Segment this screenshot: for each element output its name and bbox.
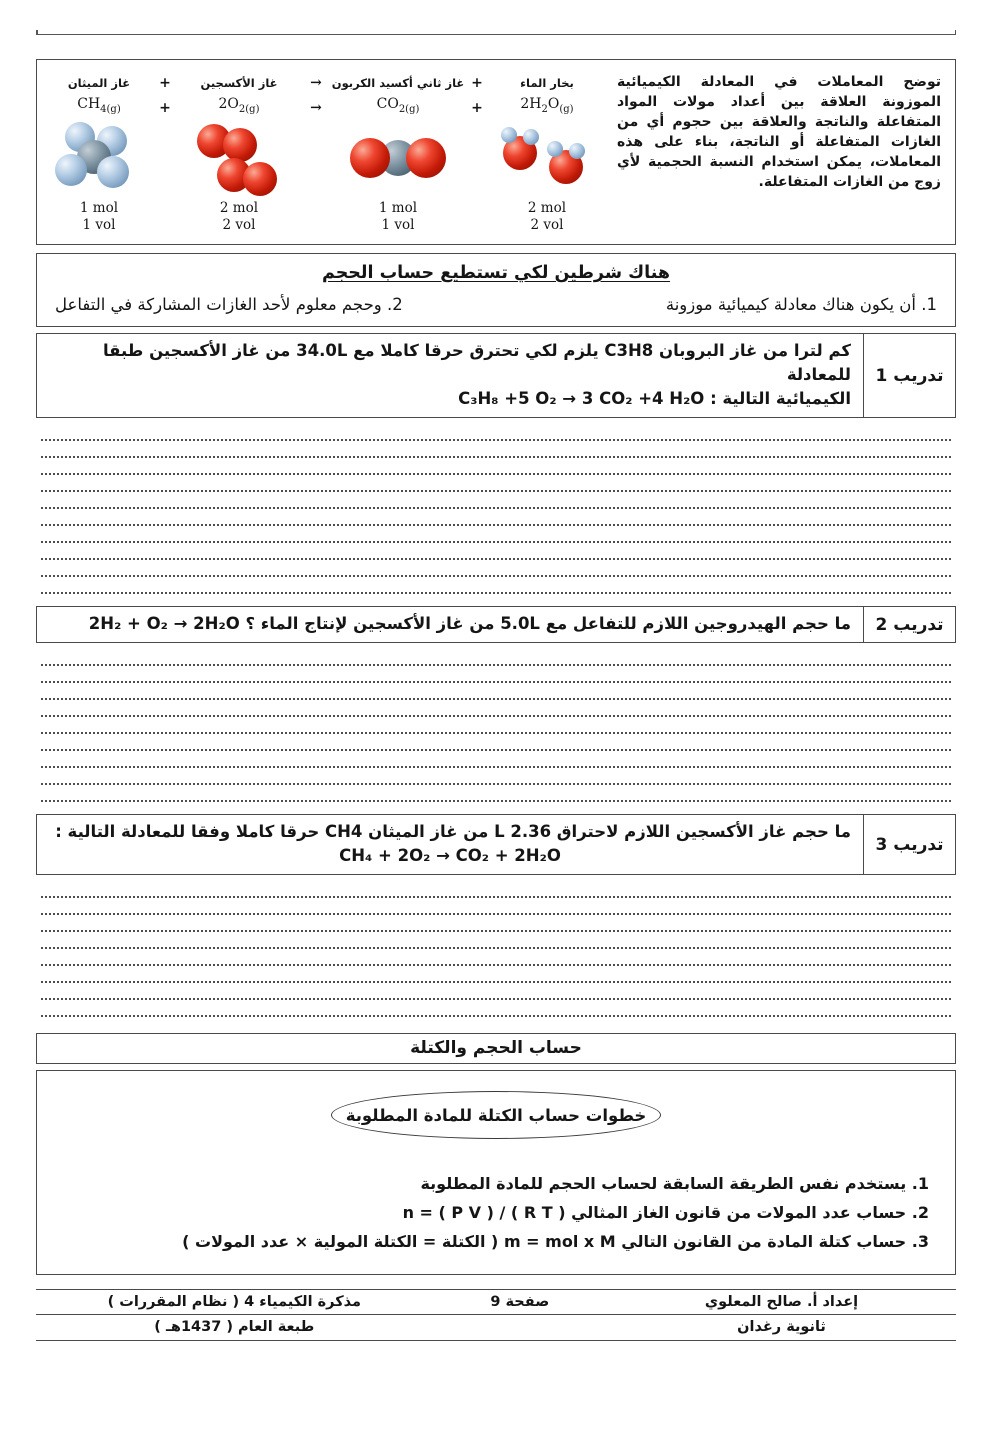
answer-dotted-line [41, 577, 951, 594]
mass-formula: m = mol x M [503, 1232, 616, 1251]
answer-dotted-line [41, 683, 951, 700]
exercise-2-box [36, 606, 956, 643]
condition-1: 1. أن يكون هناك معادلة كيميائية موزونة [665, 295, 937, 314]
methane-molecule-model [51, 122, 147, 196]
oxygen-name: غاز الأكسجين [200, 76, 278, 90]
footer-school: ثانوية رغدان [737, 1319, 826, 1335]
water-vol-count: 2 vol [530, 217, 564, 233]
ideal-gas-formula: n = ( P V ) / ( R T ) [402, 1203, 566, 1222]
exercise-2-equation: 2H₂ + O₂ → 2H₂O [88, 614, 240, 633]
exercise-1-question [37, 334, 863, 417]
co2-name: غاز ثاني أكسيد الكربون [331, 76, 465, 90]
condition-2: 2. وحجم معلوم لأحد الغازات المشاركة في التفاعل [55, 295, 403, 314]
reaction-diagram-box [36, 59, 956, 245]
exercise-1-answer-area [36, 418, 956, 600]
atom-sphere [223, 128, 257, 162]
answer-dotted-line [41, 717, 951, 734]
oxygen-mol-count: 2 mol [219, 200, 259, 216]
exercise-3-question [37, 815, 863, 874]
exercise-1-label: تدريب 1 [863, 334, 955, 417]
footer-author-block [607, 1290, 956, 1340]
answer-dotted-line [41, 966, 951, 983]
answer-dotted-line [41, 441, 951, 458]
water-mol-count: 2 mol [527, 200, 567, 216]
steps-oval-title: خطوات حساب الكتلة للمادة المطلوبة [331, 1091, 661, 1139]
plus-operator: + + [159, 75, 171, 116]
answer-dotted-line [41, 1000, 951, 1017]
footer-page-number-block [433, 1290, 607, 1340]
conditions-items [51, 295, 941, 314]
water-molecule-model [497, 122, 597, 196]
footer-edition: طبعة العام ( 1437هـ ) [154, 1319, 315, 1335]
step-2: 2. حساب عدد المولات من قانون الغاز المثالي n = ( P V ) / ( R T ) [63, 1198, 929, 1227]
exercise-3-box [36, 814, 956, 875]
answer-dotted-line [41, 666, 951, 683]
product-water-column [491, 70, 603, 234]
step-1: 1. يستخدم نفس الطريقة السابقة لحساب الحجم للمادة المطلوبة [420, 1174, 929, 1193]
mass-steps-box [36, 1070, 956, 1275]
exercise-1-box [36, 333, 956, 418]
oxygen-vol-count: 2 vol [222, 217, 256, 233]
answer-dotted-line [41, 881, 951, 898]
methane-formula: $CH_{4(g)}$ [77, 96, 121, 115]
conditions-box [36, 253, 956, 327]
intro-paragraph: توضح المعاملات في المعادلة الكيميائية الموزونة العلاقة بين أعداد مولات المواد المتفاعلة والناتجة والعلاقة بين حجوم أي من الغازات المتفاعلة أو الناتجة، بناء على هذه المعاملات، يمكن استخدام النسبة الحجمية لأي زوج من الغازات المتفاعلة. [617, 74, 941, 190]
exercise-2-question-line-1: ما حجم الهيدروجين اللازم للتفاعل مع 5.0L من غاز الأكسجين لإنتاج الماء ؟ 2H₂ + O₂ → 2H₂O [49, 612, 851, 636]
page-number: صفحة 9 [433, 1290, 607, 1315]
atom-sphere [569, 143, 585, 159]
atom-sphere [547, 141, 563, 157]
answer-dotted-line [41, 734, 951, 751]
oxygen-molecule-model [191, 122, 287, 196]
co2-formula: $CO_{2(g)}$ [376, 96, 420, 115]
step-3: 3. حساب كتلة المادة من القانون التالي m = mol x M ( الكتلة = الكتلة المولية × عدد المولات ) [63, 1227, 929, 1256]
co2-mol-count: 1 mol [378, 200, 418, 216]
methane-name: غاز الميثان [67, 76, 131, 90]
atom-sphere [97, 156, 129, 188]
section-title-volume-mass: حساب الحجم والكتلة [36, 1033, 956, 1064]
footer-booklet-block [36, 1290, 433, 1340]
steps-list [63, 1169, 929, 1256]
footer-author: إعداد أ. صالح المعلوي [607, 1290, 956, 1315]
exercise-2-question [37, 607, 863, 642]
answer-dotted-line [41, 768, 951, 785]
methane-vol-count: 1 vol [82, 217, 116, 233]
answer-dotted-line [41, 560, 951, 577]
answer-dotted-line [41, 785, 951, 802]
answer-dotted-line [41, 543, 951, 560]
atom-sphere [523, 129, 539, 145]
methane-mol-count: 1 mol [79, 200, 119, 216]
reactant-methane-column [47, 70, 151, 234]
answer-dotted-line [41, 932, 951, 949]
water-formula: $2H_2O_{(g)}$ [520, 96, 574, 115]
exercise-1-question-line-1: كم لترا من غاز البروبان C3H8 يلزم لكي تحترق حرقا كاملا مع 34.0L من غاز الأكسجين طبقا للمعادلة [102, 341, 851, 384]
exercise-3-answer-area [36, 875, 956, 1023]
answer-dotted-line [41, 751, 951, 768]
answer-dotted-line [41, 915, 951, 932]
reaction-equation-diagram [47, 70, 615, 238]
plus-operator: + + [471, 75, 483, 116]
atom-sphere [406, 138, 446, 178]
answer-dotted-line [41, 949, 951, 966]
exercise-1-question-line-2: الكيميائية التالية : C₃H₈ +5 O₂ → 3 CO₂ +4 H₂O [49, 387, 851, 411]
co2-molecule-model [348, 122, 448, 196]
answer-dotted-line [41, 424, 951, 441]
exercise-3-question-line-2 [49, 844, 851, 868]
reactant-oxygen-column [179, 70, 299, 234]
exercise-1-equation: C₃H₈ +5 O₂ → 3 CO₂ +4 H₂O [458, 389, 705, 408]
atom-sphere [350, 138, 390, 178]
answer-dotted-line [41, 983, 951, 1000]
exercise-3-question-line-1: ما حجم غاز الأكسجين اللازم لاحتراق 2.36 L من غاز الميثان CH4 حرقا كاملا وفقا للمعادلة التالية : [55, 822, 851, 841]
reaction-arrow: → → [310, 75, 322, 116]
exercise-3-label: تدريب 3 [863, 815, 955, 874]
exercise-2-answer-area [36, 643, 956, 808]
answer-dotted-line [41, 700, 951, 717]
exercise-3-equation: CH₄ + 2O₂ → CO₂ + 2H₂O [339, 846, 561, 865]
water-name: بخار الماء [520, 76, 574, 90]
answer-dotted-line [41, 475, 951, 492]
top-rule [36, 34, 956, 35]
exercise-2-label: تدريب 2 [863, 607, 955, 642]
answer-dotted-line [41, 898, 951, 915]
co2-vol-count: 1 vol [381, 217, 415, 233]
page-footer [36, 1289, 956, 1341]
product-co2-column [333, 70, 463, 234]
answer-dotted-line [41, 509, 951, 526]
atom-sphere [501, 127, 517, 143]
answer-dotted-line [41, 649, 951, 666]
worksheet-page [0, 34, 992, 1341]
oxygen-formula: $2O_{2(g)}$ [218, 96, 260, 115]
atom-sphere [243, 162, 277, 196]
footer-booklet-title: مذكرة الكيمياء 4 ( نظام المقررات ) [36, 1290, 433, 1315]
conditions-title: هناك شرطين لكي تستطيع حساب الحجم [321, 263, 671, 283]
answer-dotted-line [41, 526, 951, 543]
answer-dotted-line [41, 492, 951, 509]
atom-sphere [55, 154, 87, 186]
answer-dotted-line [41, 458, 951, 475]
